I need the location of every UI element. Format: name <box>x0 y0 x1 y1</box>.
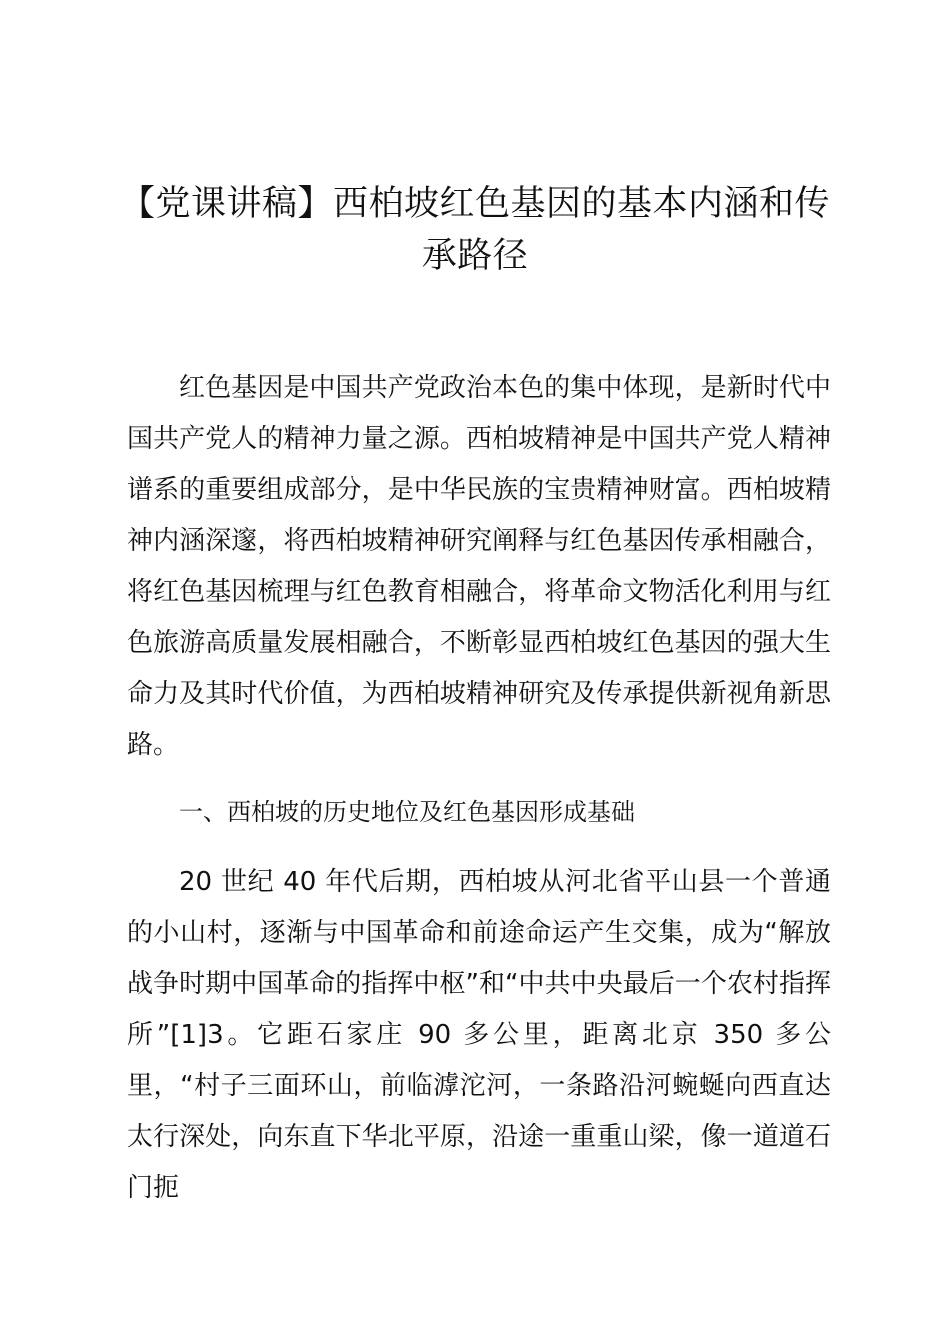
document-title: 【党课讲稿】西柏坡红色基因的基本内涵和传承路径 <box>120 184 831 276</box>
section-heading: 一、西柏坡的历史地位及红色基因形成基础 <box>179 798 635 826</box>
intro-paragraph: 红色基因是中国共产党政治本色的集中体现，是新时代中国共产党人的精神力量之源。西柏坡精神是中国共产党人精神谱系的重要组成部分，是中华民族的宝贵精神财富。西柏坡精神内涵深邃，将西柏坡精神研究阐释与红色基因传承相融合，将红色基因梳理与红色教育相融合，将革命文物活化利用与红色旅游高质量发展相融合，不断彰显西柏坡红色基因的强大生命力及其时代价值，为西柏坡精神研究及传承提供新视角新思路。 <box>127 373 831 760</box>
section-paragraph: 20 世纪 40 年代后期，西柏坡从河北省平山县一个普通的小山村，逐渐与中国革命和前途命运产生交集，成为“解放战争时期中国革命的指挥中枢”和“中共中央最后一个农村指挥所”[1]3。它距石家庄 90 多公里，距离北京 350 多公里，“村子三面环山，前临滹沱河，一条路沿河蜿蜒向西直达太行深处，向东直下华北平原，沿途一重重山梁，像一道道石门扼 <box>127 867 831 1203</box>
document-body <box>127 363 831 1214</box>
